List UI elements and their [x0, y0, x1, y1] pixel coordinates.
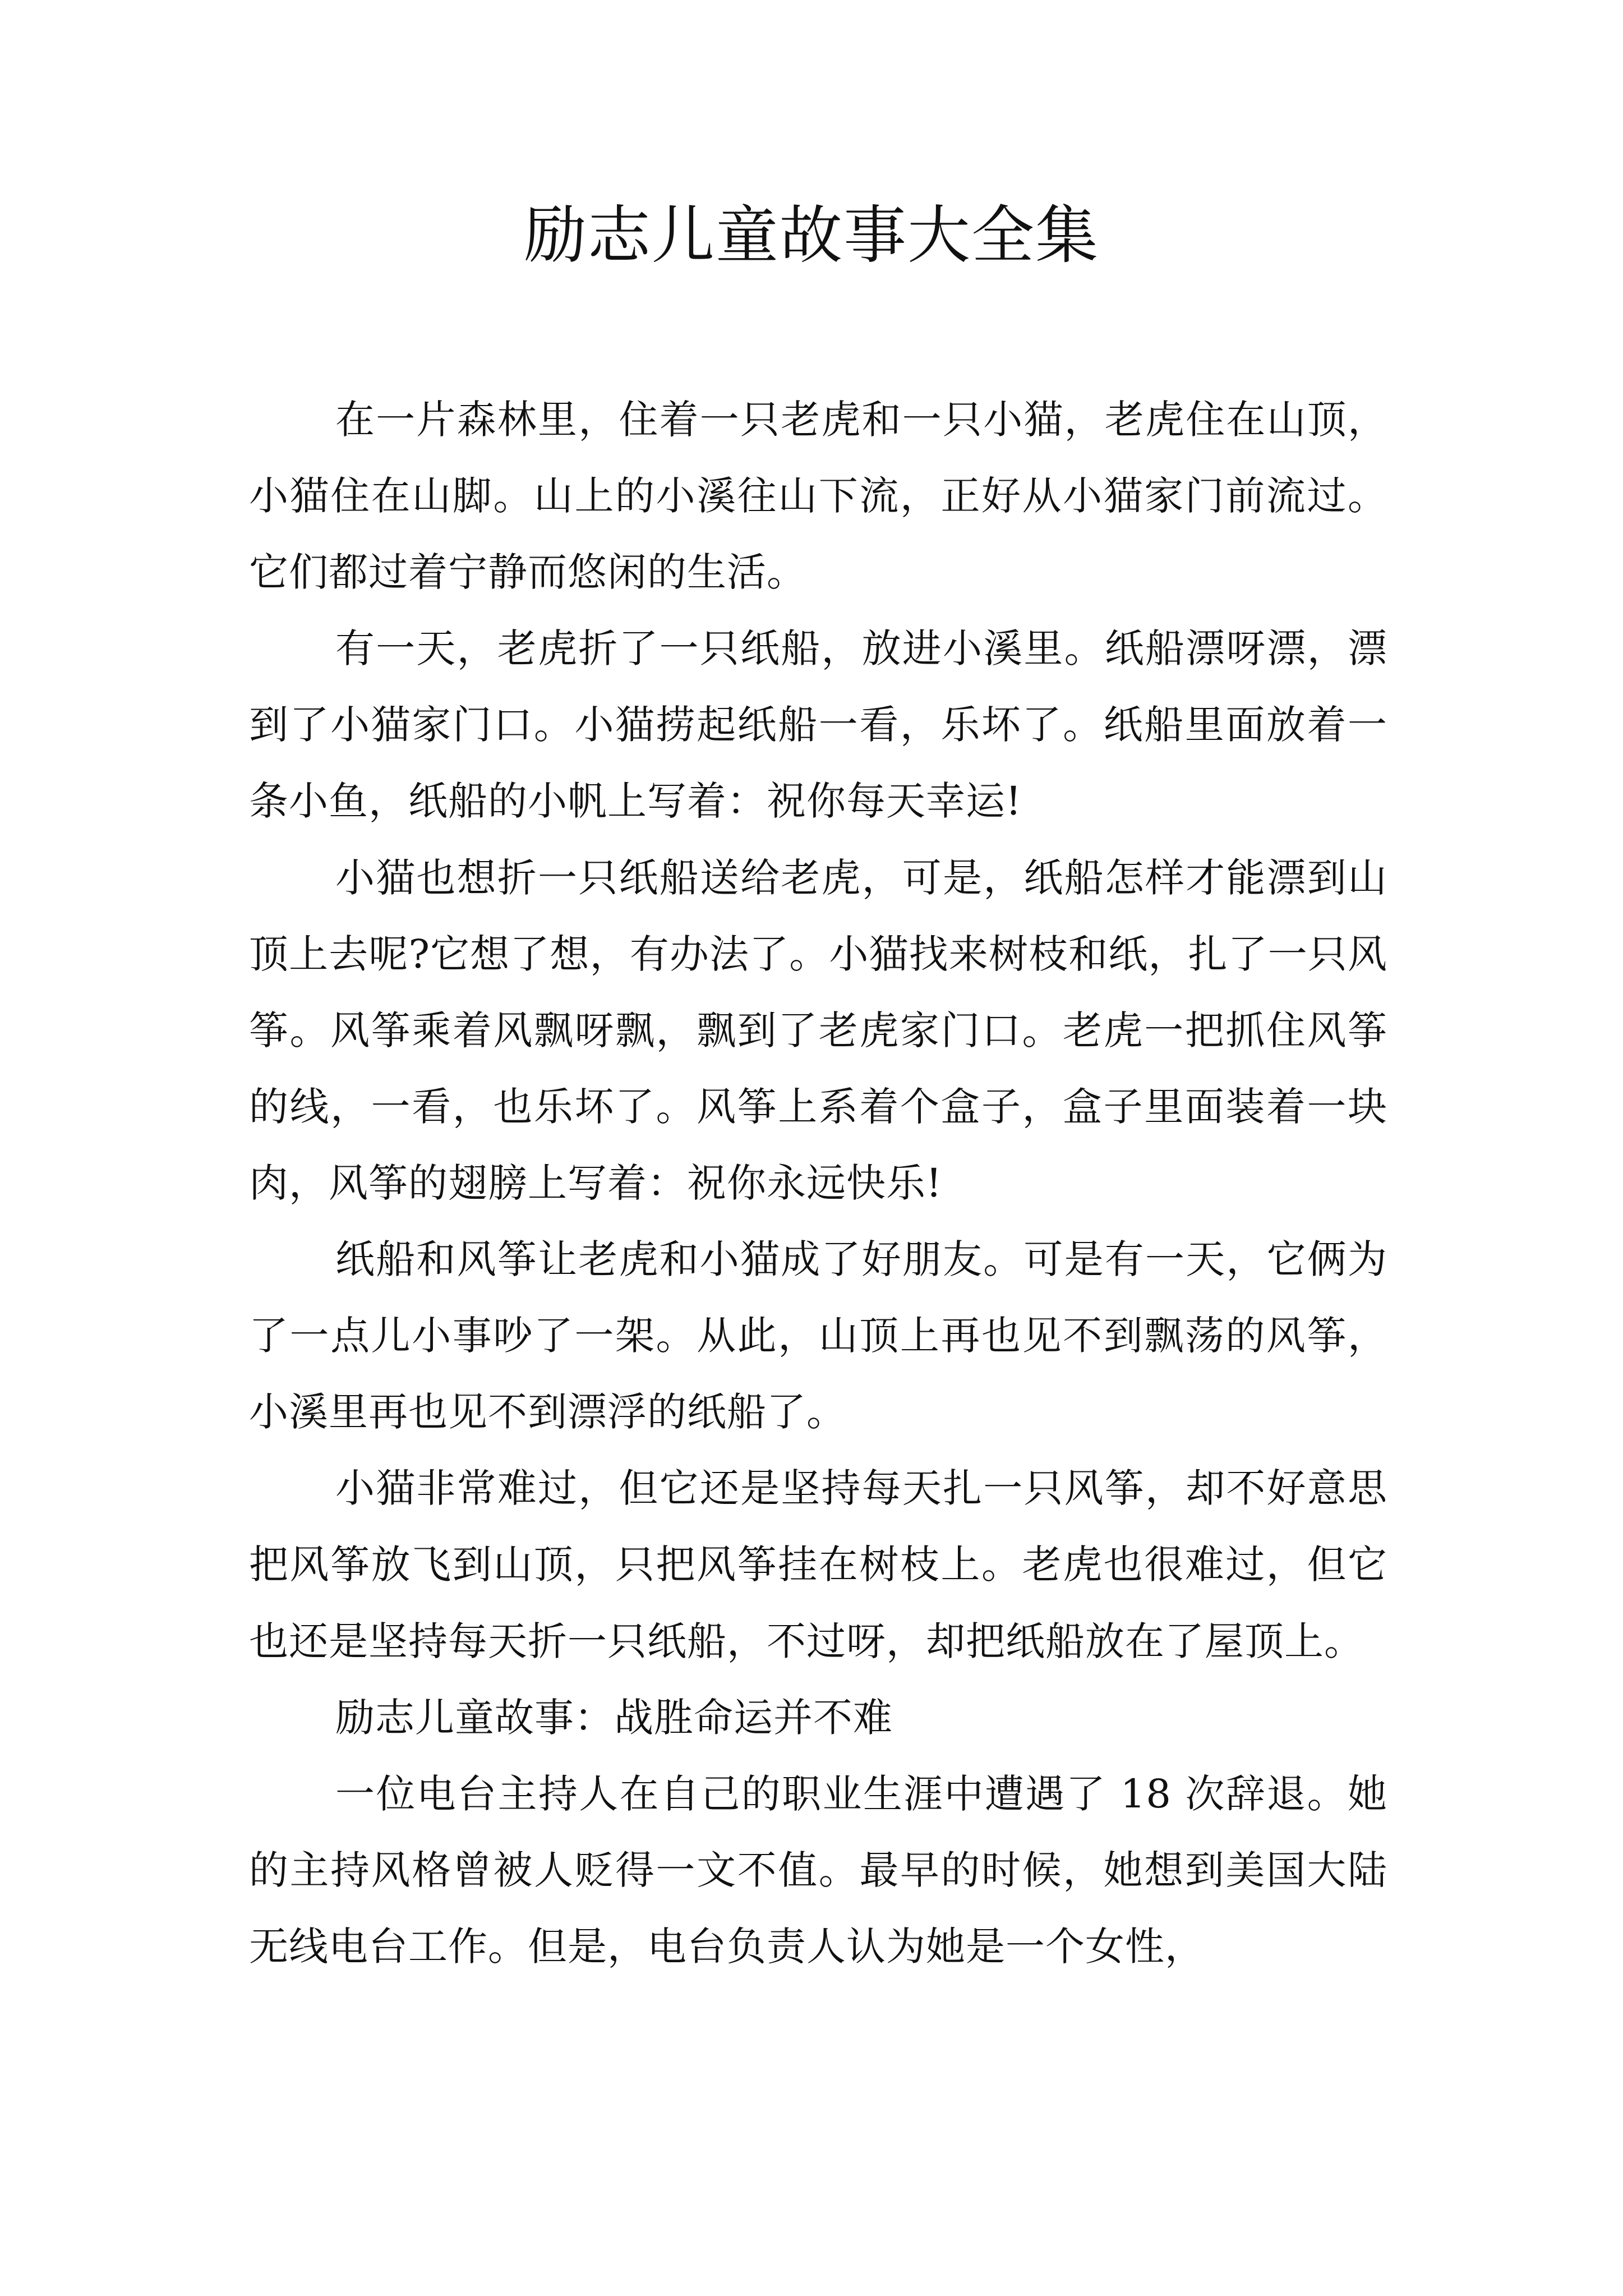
- paragraph: 纸船和风筝让老虎和小猫成了好朋友。可是有一天，它俩为了一点儿小事吵了一架。从此，山顶上再也见不到飘荡的风筝，小溪里再也见不到漂浮的纸船了。: [249, 1236, 1387, 1435]
- document-body: [249, 381, 1387, 1985]
- document-title: 励志儿童故事大全集: [524, 199, 1099, 272]
- paragraph: 在一片森林里，住着一只老虎和一只小猫，老虎住在山顶，小猫住在山脚。山上的小溪往山下流，正好从小猫家门前流过。它们都过着宁静而悠闲的生活。: [249, 397, 1387, 596]
- section-heading: 励志儿童故事：战胜命运并不难: [335, 1694, 893, 1741]
- paragraph: 有一天，老虎折了一只纸船，放进小溪里。纸船漂呀漂，漂到了小猫家门口。小猫捞起纸船一看，乐坏了。纸船里面放着一条小鱼，纸船的小帆上写着：祝你每天幸运!: [249, 625, 1387, 825]
- paragraph: 一位电台主持人在自己的职业生涯中遭遇了 18 次辞退。她的主持风格曾被人贬得一文不值。最早的时候，她想到美国大陆无线电台工作。但是，电台负责人认为她是一个女性，: [249, 1770, 1387, 1970]
- paragraph: 小猫非常难过，但它还是坚持每天扎一只风筝，却不好意思把风筝放飞到山顶，只把风筝挂在树枝上。老虎也很难过，但它也还是坚持每天折一只纸船，不过呀，却把纸船放在了屋顶上。: [249, 1465, 1387, 1664]
- paragraph: 小猫也想折一只纸船送给老虎，可是，纸船怎样才能漂到山顶上去呢?它想了想，有办法了。小猫找来树枝和纸，扎了一只风筝。风筝乘着风飘呀飘，飘到了老虎家门口。老虎一把抓住风筝的线，一看，也乐坏了。风筝上系着个盒子，盒子里面装着一块肉，风筝的翅膀上写着：祝你永远快乐!: [249, 854, 1387, 1206]
